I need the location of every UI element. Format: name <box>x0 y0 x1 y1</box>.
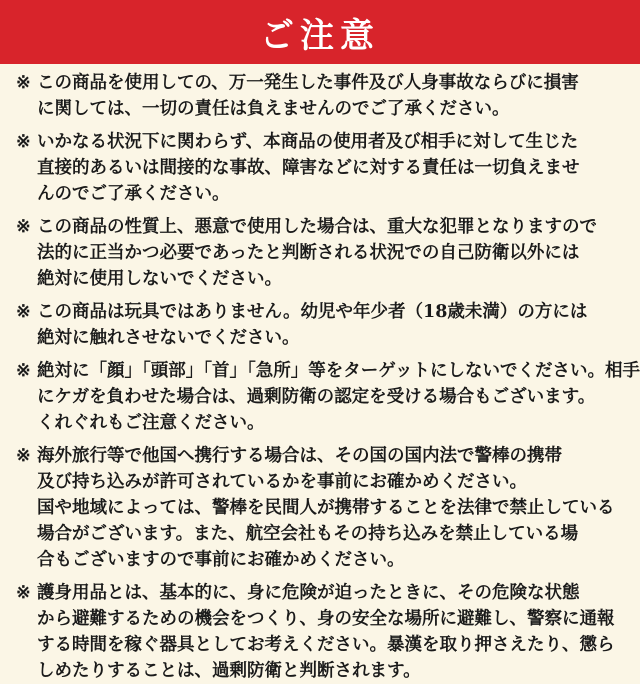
notice-line: 及び持ち込みが許可されているかを事前にお確かめください。 <box>37 472 527 492</box>
notice-list <box>0 64 640 684</box>
notice-line: 絶対に触れさせないでください。 <box>37 328 300 348</box>
notice-item <box>16 358 640 436</box>
notice-line: する時間を稼ぐ器具としてお考えください。暴漢を取り押さえたり、懲ら <box>37 635 615 655</box>
notice-line: いかなる状況下に関わらず、本商品の使用者及び相手に対して生じた <box>37 132 579 152</box>
notice-item <box>16 129 624 207</box>
notice-text <box>37 580 624 684</box>
notice-line: 絶対に「顔」「頭部」「首」「急所」等をターゲットにしないでください。相手 <box>37 361 640 381</box>
notice-line: 海外旅行等で他国へ携行する場合は、その国の国内法で警棒の携帯 <box>37 446 562 466</box>
notice-line: にケガを負わせた場合は、過剰防衛の認定を受ける場合もございます。 <box>37 387 596 407</box>
notice-line: 国や地域によっては、警棒を民間人が携帯することを法律で禁止している <box>37 498 615 518</box>
notice-text <box>37 358 640 436</box>
notice-mark: ※ <box>16 361 31 381</box>
notice-line: くれぐれもご注意ください。 <box>37 413 265 433</box>
notice-item <box>16 70 624 122</box>
notice-text <box>37 443 624 573</box>
notice-header <box>0 0 640 64</box>
notice-mark: ※ <box>16 73 31 93</box>
notice-mark: ※ <box>16 583 31 603</box>
notice-item <box>16 299 624 351</box>
notice-line: 護身用品とは、基本的に、身に危険が迫ったときに、その危険な状態 <box>37 583 580 603</box>
notice-line: から避難するための機会をつくり、身の安全な場所に避難し、警察に通報 <box>37 609 615 629</box>
notice-text <box>37 214 624 292</box>
notice-mark: ※ <box>16 302 31 322</box>
notice-mark: ※ <box>16 132 31 152</box>
notice-line: 直接的あるいは間接的な事故、障害などに対する責任は一切負えませ <box>37 158 580 178</box>
notice-item <box>16 443 624 573</box>
notice-mark: ※ <box>16 446 31 466</box>
notice-line: この商品の性質上、悪意で使用した場合は、重大な犯罪となりますので <box>37 217 597 237</box>
notice-line: この商品を使用しての、万一発生した事件及び人身事故ならびに損害 <box>37 73 579 93</box>
notice-text <box>37 299 624 351</box>
notice-mark: ※ <box>16 217 31 237</box>
notice-item <box>16 214 624 292</box>
notice-item <box>16 580 624 684</box>
notice-text <box>37 129 624 207</box>
notice-line: 場合がございます。また、航空会社もその持ち込みを禁止している場 <box>37 524 579 544</box>
notice-line: 合もございますので事前にお確かめください。 <box>37 550 405 570</box>
notice-line: しめたりすることは、過剰防衛と判断されます。 <box>37 661 421 681</box>
page-title: ご注意 <box>260 15 380 56</box>
notice-text <box>37 70 624 122</box>
notice-line: 法的に正当かつ必要であったと判断される状況での自己防衛以外には <box>37 243 580 263</box>
notice-line: んのでご了承ください。 <box>37 184 230 204</box>
notice-line: この商品は玩具ではありません。幼児や年少者（18歳未満）の方には <box>37 302 588 322</box>
notice-line: に関しては、一切の責任は負えませんのでご了承ください。 <box>37 99 510 119</box>
notice-line: 絶対に使用しないでください。 <box>37 269 282 289</box>
